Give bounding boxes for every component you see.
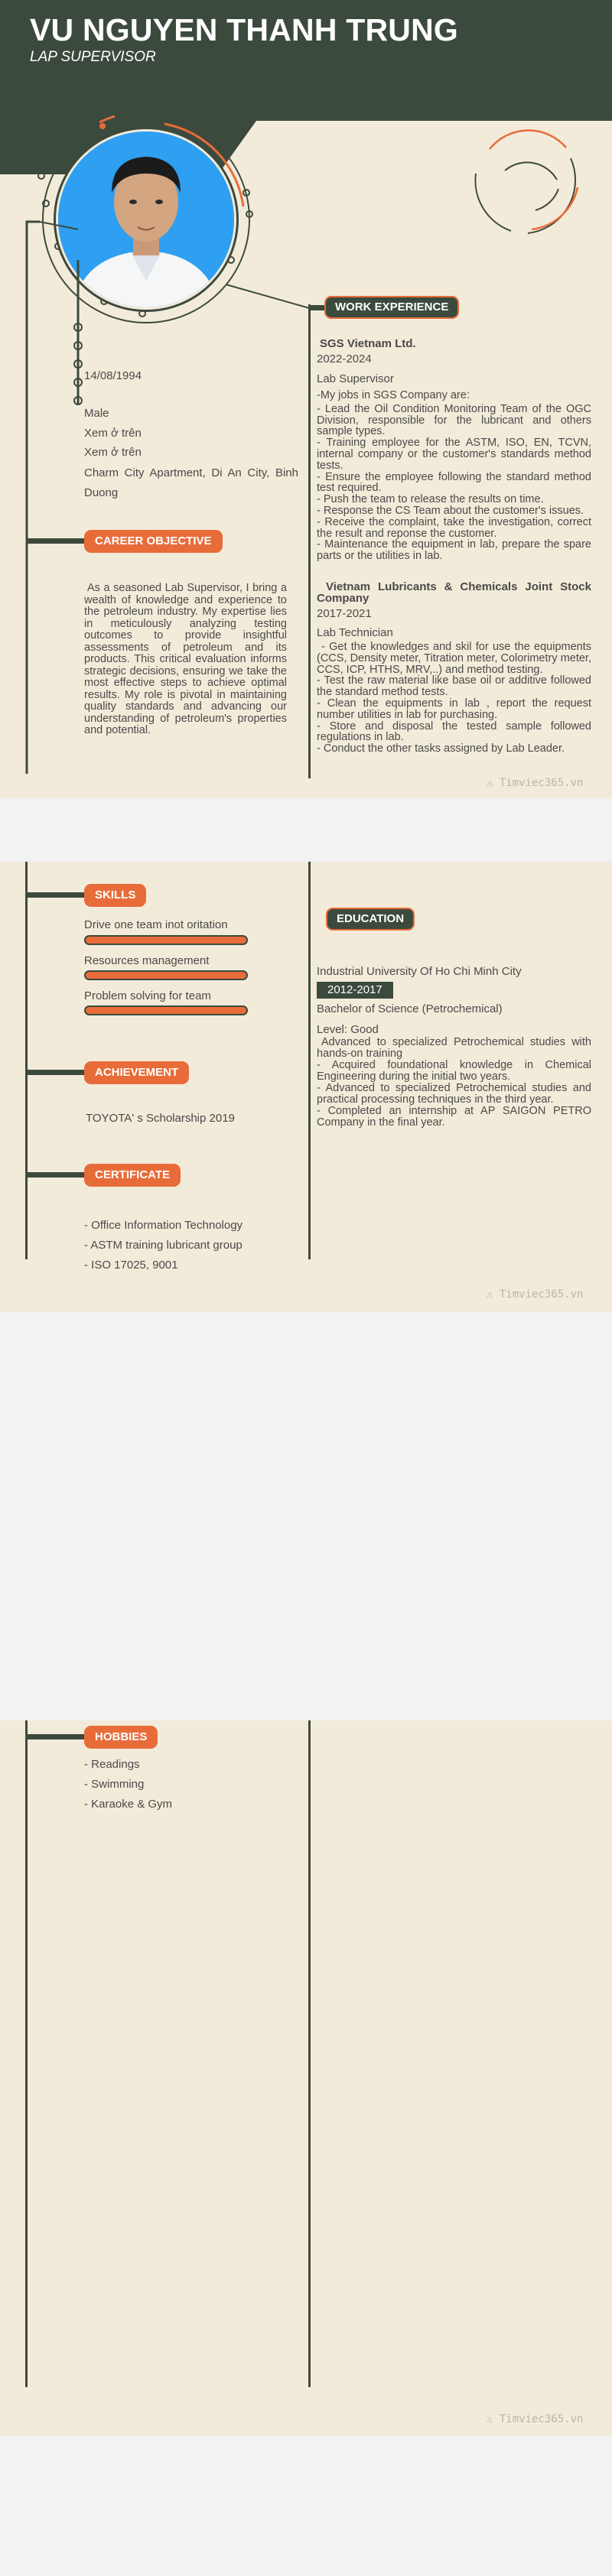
section-bar — [27, 1070, 85, 1075]
address: Charm City Apartment, Di An City, Binh Duong — [84, 466, 298, 499]
job-description — [317, 642, 591, 755]
achievement-text: TOYOTA' s Scholarship 2019 — [86, 1112, 235, 1125]
birthday: 14/08/1994 — [84, 369, 142, 382]
gender: Male — [84, 407, 109, 420]
job-role: Lab Technician — [317, 626, 393, 639]
job-line: - Ensure the employee following the standard method test required. — [317, 470, 591, 495]
center-divider — [308, 862, 311, 1259]
job-period: 2017-2021 — [317, 607, 372, 620]
job-period: 2022-2024 — [317, 352, 372, 365]
certificate-item: - Office Information Technology — [84, 1219, 243, 1232]
job-line: - Clean the equipments in lab , report the request number utilities in lab for purchasing. — [317, 697, 591, 721]
certificate-heading: CERTIFICATE — [84, 1164, 181, 1187]
career-objective-heading: CAREER OBJECTIVE — [84, 530, 223, 553]
job-line: - Training employee for the ASTM, ISO, EN, TCVN, internal company or the customer's standards method tests. — [317, 437, 591, 472]
phone: Xem ở trên — [84, 427, 142, 440]
center-divider — [308, 1720, 311, 2387]
cv-page-1 — [0, 0, 612, 798]
section-bar — [308, 305, 325, 310]
watermark-text: Timviec365.vn — [499, 2413, 584, 2425]
job-line: - Test the raw material like base oil or additive followed the standard method tests. — [317, 674, 591, 699]
watermark: ⚠ Timviec365.vn — [487, 2413, 584, 2425]
job-line: - Lead the Oil Condition Monitoring Team of the OGC Division, responsible for the lubricant and others sample types. — [317, 402, 591, 438]
candidate-position: LAP SUPERVISOR — [30, 49, 156, 65]
education-line: Advanced to specialized Petrochemical studies with hands-on training — [317, 1036, 591, 1060]
education-level: Level: Good — [317, 1023, 379, 1036]
education-heading: EDUCATION — [326, 908, 415, 931]
work-experience-heading: WORK EXPERIENCE — [324, 296, 459, 319]
center-divider — [308, 304, 311, 778]
job-line: - Response the CS Team about the customer's issues. — [317, 504, 584, 517]
education-period: 2012-2017 — [317, 982, 393, 999]
job-role: Lab Supervisor — [317, 372, 394, 385]
cv-page-2 — [0, 862, 612, 1312]
job-line: - Store and disposal the tested sample followed regulations in lab. — [317, 720, 591, 744]
job-company: SGS Vietnam Ltd. — [320, 337, 416, 350]
certificate-item: - ISO 17025, 9001 — [84, 1259, 178, 1272]
education-line: - Advanced to specialized Petrochemical studies and practical processing techniques in the third year. — [317, 1082, 591, 1106]
job-company: Vietnam Lubricants & Chemicals Joint Stock Company — [317, 580, 591, 605]
candidate-name: VU NGUYEN THANH TRUNG — [30, 12, 458, 47]
skill-name: Problem solving for team — [84, 989, 211, 1002]
hobby-item: - Karaoke & Gym — [84, 1798, 173, 1811]
section-bar — [27, 892, 85, 898]
skill-bar — [84, 935, 248, 945]
section-bar — [27, 538, 85, 544]
certificate-item: - ASTM training lubricant group — [84, 1239, 243, 1252]
career-objective-text: As a seasoned Lab Supervisor, I bring a wealth of knowledge and experience to the petroleum industry. My expertise lies in meticulously analyzing testing outcomes to provide insightful assessments of petroleum and its products. This critical evaluation informs strategic decisions, ensuring we take the most effective steps to achieve optimal results. My role is pivotal in maintaining quality standards and advancing our understanding of petroleum's properties and potential. — [84, 582, 287, 736]
hobby-item: - Readings — [84, 1758, 140, 1771]
hobby-item: - Swimming — [84, 1778, 145, 1791]
education-line: - Completed an internship at AP SAIGON PETRO Company in the final year. — [317, 1105, 591, 1129]
education-school: Industrial University Of Ho Chi Minh City — [317, 965, 522, 978]
watermark: ⚠ Timviec365.vn — [487, 1288, 584, 1301]
email: Xem ở trên — [84, 446, 142, 459]
education-degree: Bachelor of Science (Petrochemical) — [317, 1002, 503, 1015]
job-line: - Push the team to release the results on time. — [317, 493, 544, 506]
skill-bar — [84, 1005, 248, 1015]
job-description — [317, 390, 591, 562]
achievement-heading: ACHIEVEMENT — [84, 1061, 189, 1084]
cv-page-3 — [0, 1720, 612, 2436]
section-bar — [27, 1172, 85, 1178]
job-line: - Maintenance the equipment in lab, prepare the spare parts or the utilities in lab. — [317, 538, 591, 563]
watermark-text: Timviec365.vn — [499, 1288, 584, 1301]
job-line: - Get the knowledges and skil for use the equipments (CCS, Density meter, Titration meter, Colorimetry meter, CCS, ICP, HTHS, MRV,..) and method testing. — [317, 641, 591, 676]
education-line: - Acquired foundational knowledge in Chemical Engineering during the initial two years. — [317, 1059, 591, 1083]
skill-name: Drive one team inot oritation — [84, 918, 228, 931]
skills-heading: SKILLS — [84, 884, 146, 907]
section-bar — [27, 1734, 85, 1740]
hobbies-heading: HOBBIES — [84, 1726, 158, 1749]
watermark-text: Timviec365.vn — [499, 777, 584, 789]
left-timeline — [25, 1720, 28, 2387]
education-description — [317, 1037, 591, 1129]
watermark: ⚠ Timviec365.vn — [487, 777, 584, 789]
skill-bar — [84, 970, 248, 980]
left-timeline — [25, 862, 28, 1259]
job-line: - Receive the complaint, take the investigation, correct the result and reponse the customer. — [317, 515, 591, 540]
job-line: -My jobs in SGS Company are: — [317, 389, 470, 401]
skill-name: Resources management — [84, 954, 210, 967]
job-line: - Conduct the other tasks assigned by Lab Leader. — [317, 742, 565, 755]
